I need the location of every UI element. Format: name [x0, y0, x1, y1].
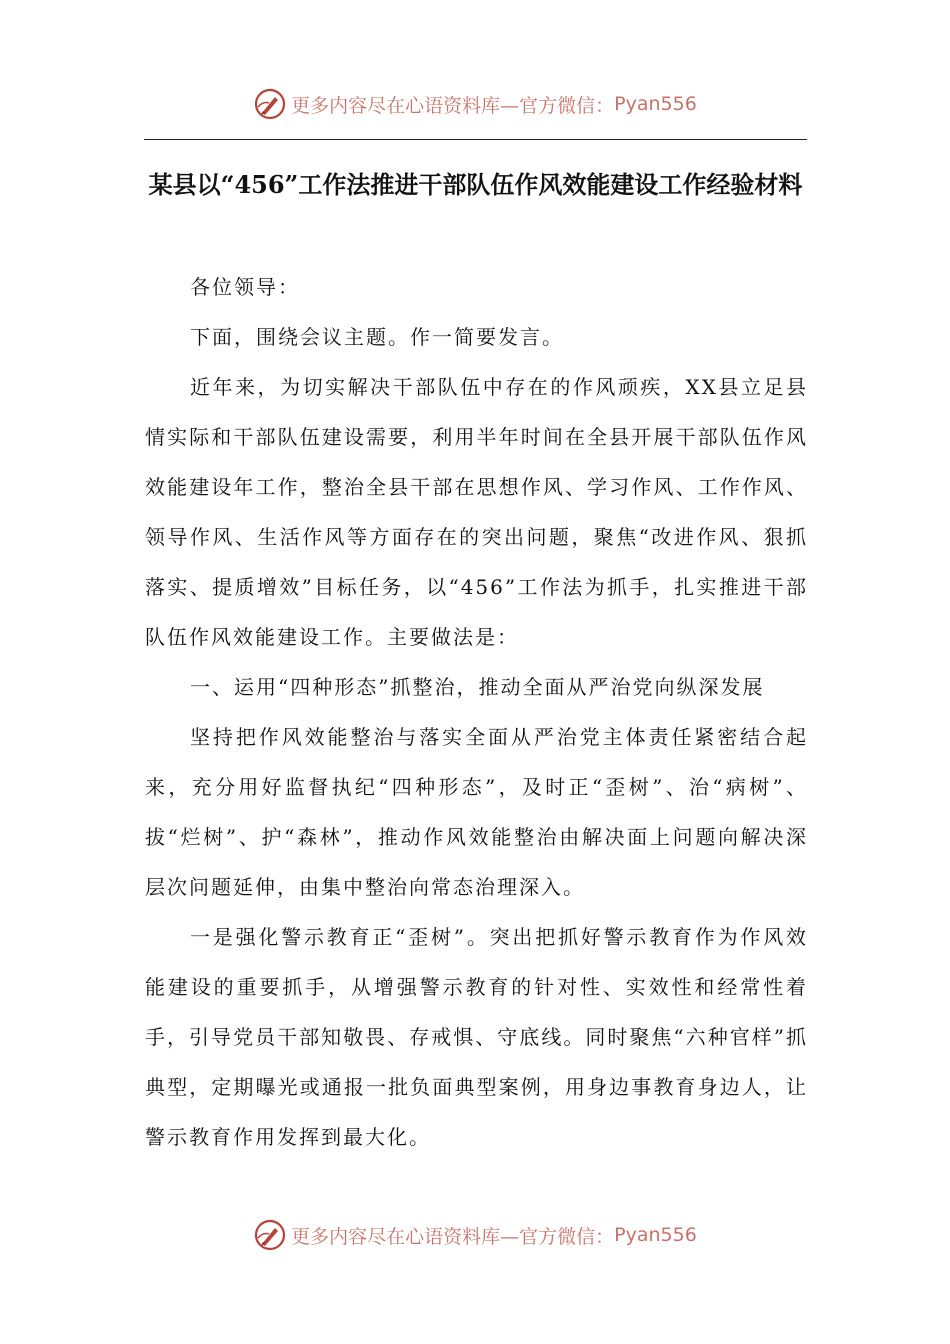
- paragraph: 下面，围绕会议主题。作一简要发言。: [190, 325, 564, 349]
- header-banner: [0, 84, 950, 124]
- section-heading: 一、运用“四种形态”抓整治，推动全面从严治党向纵深发展: [190, 675, 765, 699]
- document-body: [145, 262, 808, 1162]
- footer-banner: [0, 1215, 950, 1255]
- paragraph: 近年来，为切实解决干部队伍中存在的作风顽疾，XX县立足县情实际和干部队伍建设需要，利用半年时间在全县开展干部队伍作风效能建设年工作，整治全县干部在思想作风、学习作风、工作作风、领导作风、生活作风等方面存在的突出问题，聚焦“改进作风、狠抓落实、提质增效”目标任务，以“456”工作法为抓手，扎实推进干部队伍作风效能建设工作。主要做法是：: [145, 375, 808, 649]
- banner-text: 更多内容尽在心语资料库—官方微信：: [291, 94, 615, 117]
- paragraph: 坚持把作风效能整治与落实全面从严治党主体责任紧密结合起来，充分用好监督执纪“四种形态”，及时正“歪树”、治“病树”、拔“烂树”、护“森林”，推动作风效能整治由解决面上问题向解决深层次问题延伸，由集中整治向常态治理深入。: [145, 725, 808, 899]
- header-divider: [144, 139, 807, 140]
- banner-text: 更多内容尽在心语资料库—官方微信：: [291, 1225, 615, 1248]
- pen-logo-icon: [253, 1218, 287, 1252]
- pen-logo-icon: [253, 87, 287, 121]
- paragraph: 一是强化警示教育正“歪树”。突出把抓好警示教育作为作风效能建设的重要抓手，从增强警示教育的针对性、实效性和经常性着手，引导党员干部知敬畏、存戒惧、守底线。同时聚焦“六种官样”抓典型，定期曝光或通报一批负面典型案例，用身边事教育身边人，让警示教育作用发挥到最大化。: [145, 925, 808, 1149]
- wechat-id: Pyan556: [614, 93, 697, 115]
- salutation: 各位领导：: [190, 275, 300, 299]
- wechat-id: Pyan556: [614, 1224, 697, 1246]
- document-title: 某县以“456”工作法推进干部队伍作风效能建设工作经验材料: [148, 170, 803, 199]
